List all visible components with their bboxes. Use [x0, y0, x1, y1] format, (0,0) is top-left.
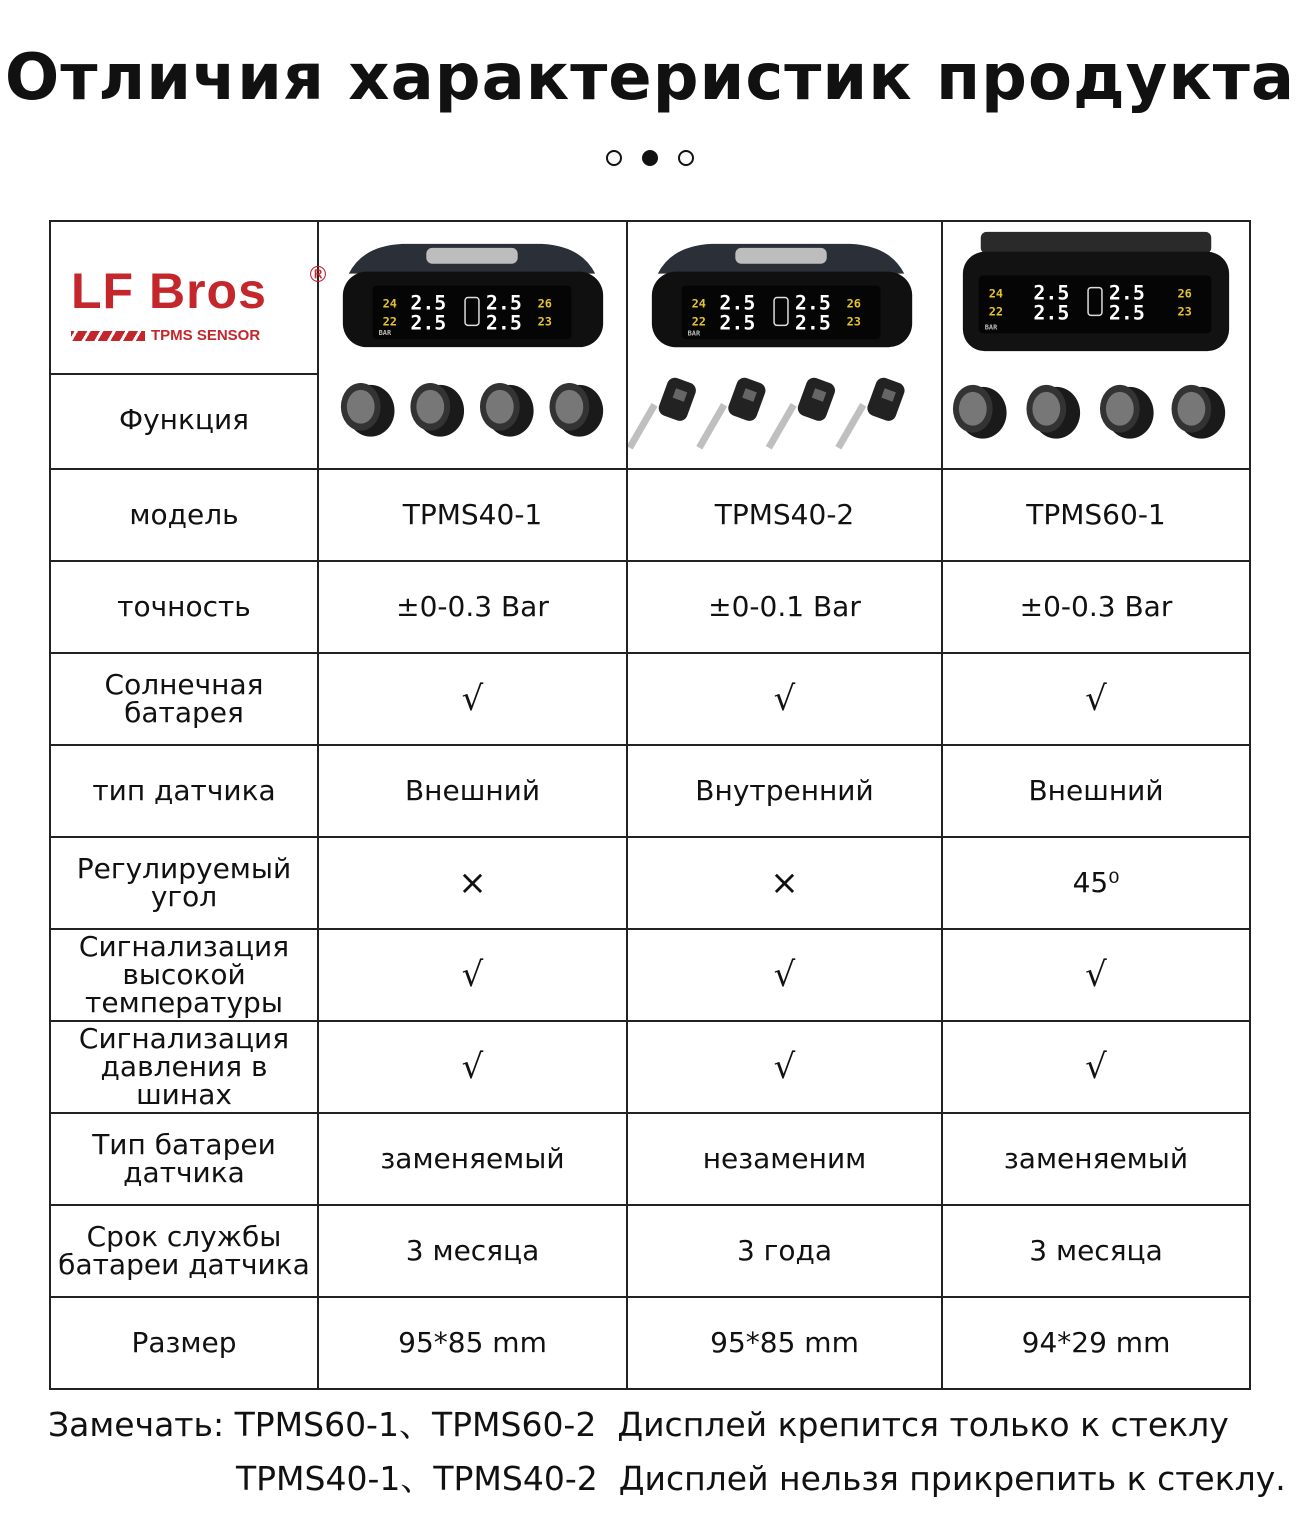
lcd-pressure: 2.5 — [1108, 301, 1145, 325]
lcd-pressure: 2.5 — [794, 311, 831, 335]
row-value: √ — [318, 929, 627, 1021]
product-image-tpms40-2 — [628, 222, 941, 460]
valve-stem-icon — [835, 403, 866, 450]
note-line-1 — [48, 1405, 1229, 1445]
lcd-temp: 23 — [846, 314, 861, 329]
row-value: 45⁰ — [942, 837, 1250, 929]
row-label: Тип батареи датчика — [50, 1113, 318, 1205]
valve-stem-icon — [766, 403, 797, 450]
row-value: Внутренний — [627, 745, 942, 837]
lcd-temp: 22 — [988, 304, 1004, 319]
note-prefix: Замечать: — [48, 1405, 225, 1444]
table-row — [50, 469, 1250, 561]
lcd-unit: BAR — [687, 329, 701, 338]
row-label: Срок службы батареи датчика — [50, 1205, 318, 1297]
function-label: Функция — [119, 403, 249, 437]
lcd-screen — [979, 276, 1211, 334]
logo-stripes-icon — [71, 331, 145, 341]
row-value: TPMS40-2 — [627, 469, 942, 561]
row-value: √ — [627, 653, 942, 745]
logo-brand-text: LF Bros — [71, 263, 267, 320]
row-value: TPMS40-1 — [318, 469, 627, 561]
row-value: × — [627, 837, 942, 929]
page-title: Отличия характеристик продукта — [4, 41, 1296, 115]
pager-dot[interactable] — [678, 150, 694, 166]
logo-block — [51, 225, 329, 373]
row-value: 3 месяца — [318, 1205, 627, 1297]
row-value: заменяемый — [942, 1113, 1250, 1205]
row-value: ±0-0.3 Bar — [942, 561, 1250, 653]
lcd-temp: 24 — [988, 286, 1004, 301]
brand-logo — [71, 263, 329, 353]
lcd-temp: 24 — [691, 296, 706, 311]
lcd-pressure: 2.5 — [719, 311, 756, 335]
row-label: Размер — [50, 1297, 318, 1389]
row-value: 94*29 mm — [942, 1297, 1250, 1389]
lcd-pressure: 2.5 — [485, 291, 522, 315]
mount-bracket — [981, 232, 1211, 254]
note-text-1: TPMS60-1、TPMS60-2 Дисплей крепится только к стеклу — [234, 1405, 1229, 1444]
registered-mark: ® — [307, 263, 329, 289]
row-label: тип датчика — [50, 745, 318, 837]
row-value: Внешний — [942, 745, 1250, 837]
lcd-pressure: 2.5 — [1033, 281, 1070, 305]
lcd-unit: BAR — [984, 323, 998, 332]
table-row — [50, 1297, 1250, 1389]
row-value: √ — [942, 1021, 1250, 1113]
row-label: модель — [50, 469, 318, 561]
lcd-screen — [682, 286, 881, 340]
row-value: √ — [318, 1021, 627, 1113]
comparison-table — [49, 220, 1251, 1390]
table-row — [50, 653, 1250, 745]
product-image-tpms60-1 — [943, 222, 1249, 460]
lcd-pressure: 2.5 — [410, 291, 447, 315]
internal-sensor-icon — [726, 376, 768, 424]
valve-stem-icon — [696, 403, 727, 450]
row-label: Сигнализация высокой температуры — [50, 929, 318, 1021]
logo-function-cell — [50, 221, 329, 469]
lcd-pressure: 2.5 — [719, 291, 756, 315]
table-row-images — [50, 221, 1250, 469]
row-value: √ — [627, 1021, 942, 1113]
carousel-pager — [0, 150, 1300, 166]
lcd-pressure: 2.5 — [410, 311, 447, 335]
table-row — [50, 929, 1250, 1021]
pager-dot[interactable] — [606, 150, 622, 166]
row-value: незаменим — [627, 1113, 942, 1205]
table-row — [50, 1113, 1250, 1205]
row-value: 3 месяца — [942, 1205, 1250, 1297]
lcd-temp: 26 — [1177, 286, 1192, 301]
table-row — [50, 1205, 1250, 1297]
product-image-tpms40-1 — [319, 222, 626, 460]
lcd-temp: 22 — [691, 314, 706, 329]
row-value: TPMS60-1 — [942, 469, 1250, 561]
product-image-cell — [318, 221, 627, 469]
lcd-temp: 23 — [537, 314, 552, 329]
valve-stem-icon — [628, 403, 658, 450]
table-row — [50, 745, 1250, 837]
table-row — [50, 1021, 1250, 1113]
row-value: √ — [942, 929, 1250, 1021]
row-label: точность — [50, 561, 318, 653]
row-label: Сигнализация давления в шинах — [50, 1021, 318, 1113]
note-line-2 — [236, 1459, 1286, 1499]
pager-dot-active[interactable] — [642, 150, 658, 166]
row-label: Регулируемый угол — [50, 837, 318, 929]
row-value: × — [318, 837, 627, 929]
lcd-temp: 22 — [382, 314, 397, 329]
lcd-pressure: 2.5 — [794, 291, 831, 315]
lcd-pressure: 2.5 — [1033, 301, 1070, 325]
row-value: Внешний — [318, 745, 627, 837]
logo-tagline: TPMS SENSOR — [151, 327, 261, 345]
button-strip — [735, 248, 826, 264]
lcd-temp: 24 — [382, 296, 397, 311]
table-row — [50, 561, 1250, 653]
product-image-cell — [627, 221, 942, 469]
row-value: 95*85 mm — [318, 1297, 627, 1389]
lcd-temp: 26 — [846, 296, 861, 311]
row-value: 95*85 mm — [627, 1297, 942, 1389]
lcd-screen — [373, 286, 572, 340]
row-value: √ — [942, 653, 1250, 745]
lcd-pressure: 2.5 — [485, 311, 522, 335]
button-strip — [426, 248, 517, 264]
note-text-2: TPMS40-1、TPMS40-2 Дисплей нельзя прикрепить к стеклу. — [236, 1459, 1286, 1498]
row-value: 3 года — [627, 1205, 942, 1297]
table-row — [50, 837, 1250, 929]
lcd-pressure: 2.5 — [1108, 281, 1145, 305]
lcd-unit: BAR — [378, 329, 392, 338]
row-value: √ — [627, 929, 942, 1021]
lcd-temp: 23 — [1177, 304, 1192, 319]
row-value: √ — [318, 653, 627, 745]
row-value: ±0-0.3 Bar — [318, 561, 627, 653]
lcd-temp: 26 — [537, 296, 552, 311]
row-value: заменяемый — [318, 1113, 627, 1205]
product-image-cell — [942, 221, 1250, 469]
row-label: Солнечная батарея — [50, 653, 318, 745]
row-value: ±0-0.1 Bar — [627, 561, 942, 653]
